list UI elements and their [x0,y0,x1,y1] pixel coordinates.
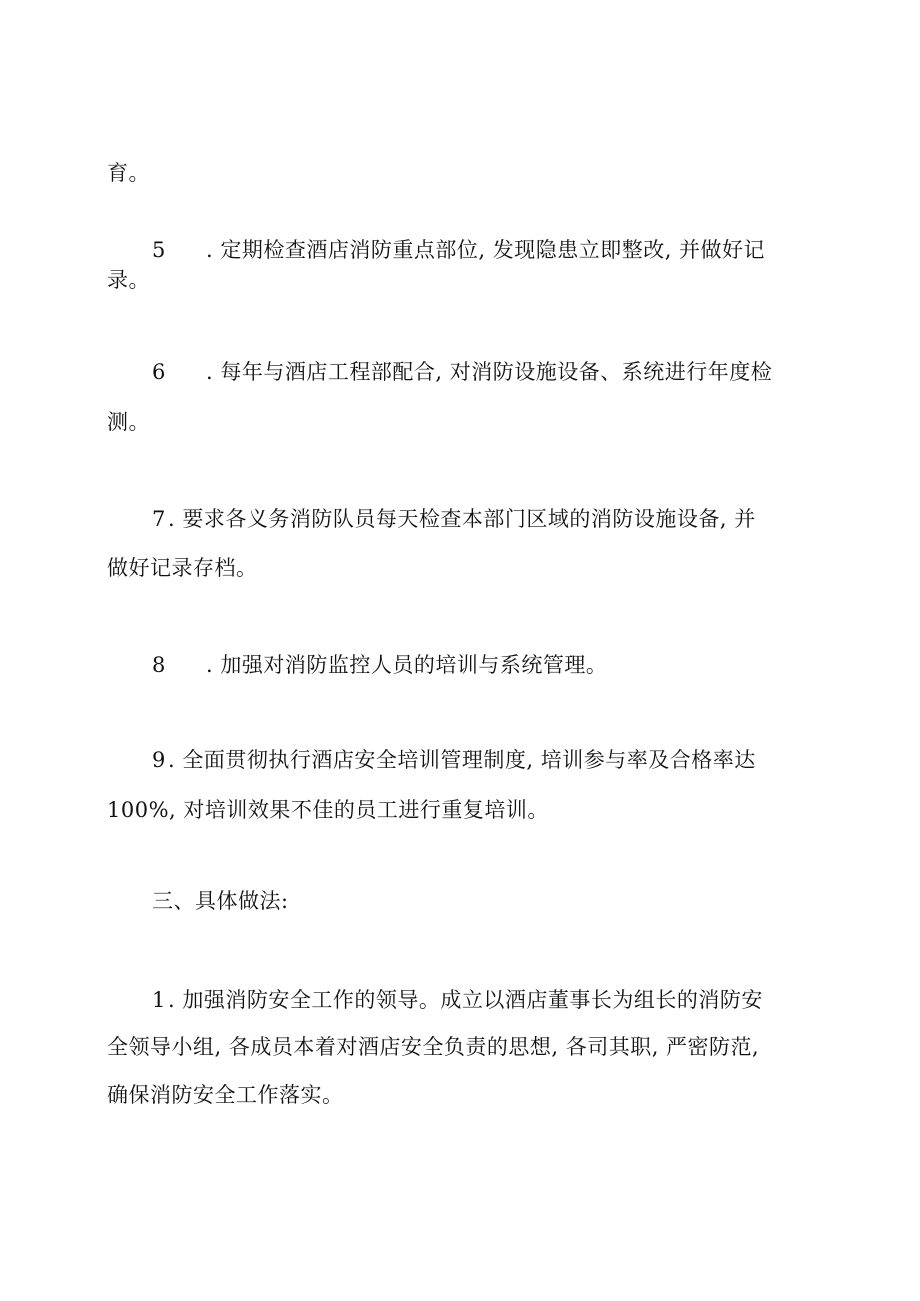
list-item-7-number: 7 [152,507,166,531]
list-item-8-number: 8 [152,653,166,677]
method-1-text: . 加强消防安全工作的领导。成立以酒店董事长为组长的消防安 [168,988,763,1012]
list-item-5-line1 [152,235,765,265]
list-item-9-text: . 全面贯彻执行酒店安全培训管理制度, 培训参与率及合格率达 [168,748,756,772]
list-item-6-number: 6 [152,360,166,384]
list-item-8-text: . 加强对消防监控人员的培训与系统管理。 [206,653,608,677]
list-item-9-text-cont: 100%, 对培训效果不佳的员工进行重复培训。 [107,798,549,822]
list-item-7-text: . 要求各义务消防队员每天检查本部门区域的消防设施设备, 并 [168,507,756,531]
method-1-line1 [152,985,763,1015]
list-item-6-text-cont: 测。 [107,410,150,434]
list-item-5-text-cont: 录。 [107,268,150,292]
method-1-line3 [107,1080,344,1110]
paragraph-tail [107,158,150,188]
list-item-6-line2 [107,407,150,437]
list-item-9-line2 [107,795,549,825]
list-item-6-text: . 每年与酒店工程部配合, 对消防设施设备、系统进行年度检 [206,360,773,384]
list-item-9-number: 9 [152,748,166,772]
list-item-8-line1 [152,650,607,680]
method-1-line2 [107,1032,759,1062]
list-item-9-line1 [152,745,756,775]
list-item-7-text-cont: 做好记录存档。 [107,556,258,580]
list-item-6-line1 [152,357,772,387]
method-1-text-cont2: 确保消防安全工作落实。 [107,1083,344,1107]
paragraph-tail-text: 育。 [107,161,150,185]
list-item-5-text: . 定期检查酒店消防重点部位, 发现隐患立即整改, 并做好记 [206,238,766,262]
method-1-number: 1 [152,988,166,1012]
section-heading [152,886,289,916]
list-item-5-number: 5 [152,238,166,262]
list-item-7-line1 [152,504,756,534]
list-item-7-line2 [107,553,258,583]
list-item-5-line2 [107,265,150,295]
section-heading-text: 三、具体做法: [152,889,289,913]
method-1-text-cont: 全领导小组, 各成员本着对酒店安全负责的思想, 各司其职, 严密防范, [107,1035,760,1059]
